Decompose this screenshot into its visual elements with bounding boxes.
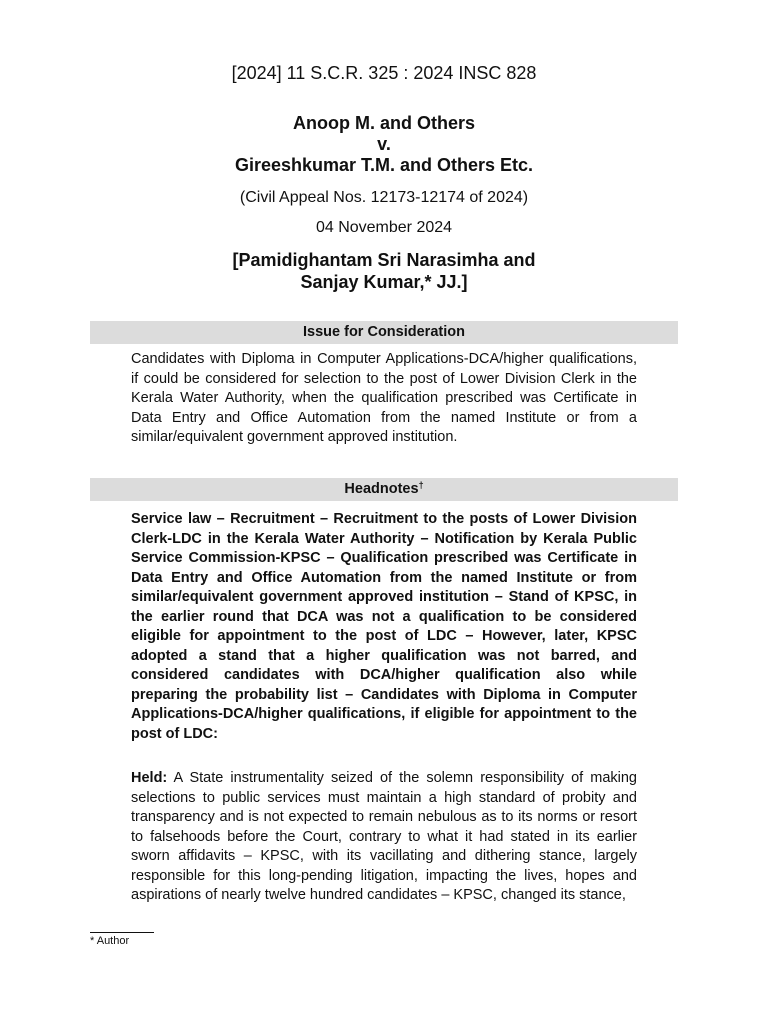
held-paragraph: [131, 769, 637, 906]
dagger-mark: †: [418, 480, 424, 490]
held-label: Held:: [131, 770, 168, 786]
versus-label: v.: [377, 134, 391, 154]
appeal-number: (Civil Appeal Nos. 12173-12174 of 2024): [239, 189, 529, 206]
headnote-summary: Service law – Recruitment – Recruitment to the posts of Lower Division Clerk-LDC in the Kerala Water Authority – Notification by Kerala Public Service Commission-KPSC – Qualification prescribed was Certificate in Data Entry and Office Automation from the named Institute or from similar/equivalent government approved institution – Stand of KPSC, in the earlier round that DCA was not a qualification to be considered eligible for appointment to the post of LDC – However, later, KPSC adopted a stand that a higher qualification was not barred, and considered candidates with DCA/higher qualification also while preparing the probability list – Candidates with Diploma in Computer Applications-DCA/higher qualifications, if eligible for appointment to the post of LDC:: [131, 511, 637, 742]
judgment-date: 04 November 2024: [315, 219, 453, 236]
headnotes-heading: Headnotes: [344, 481, 419, 497]
held-text: A State instrumentality seized of the solemn responsibility of making selections to public services must maintain a high standard of probity and transparency and is not expected to remain nebulous as to its norms or resort to falsehoods before the Court, contrary to what it had stated in its earlier sworn affidavits – KPSC, with its vacillating and dithering stance, largely responsible for this long-pending litigation, impacting the lives, hopes and aspirations of nearly twelve hundred candidates – KPSC, changed its stance,: [131, 770, 637, 903]
respondent-name: Gireeshkumar T.M. and Others Etc.: [234, 155, 534, 175]
headnotes-heading-bar: [90, 478, 678, 501]
issue-text: Candidates with Diploma in Computer Applications-DCA/higher qualifications, if could be considered for selection to the post of Lower Division Clerk in the Kerala Water Authority, when the qualification prescribed was Certificate in Data Entry and Office Automation from the named Institute or from a similar/equivalent government approved institution.: [131, 351, 637, 445]
case-citation: [2024] 11 S.C.R. 325 : 2024 INSC 828: [231, 63, 537, 83]
issue-heading-bar: [90, 321, 678, 344]
bench-judges: [0, 249, 768, 293]
footnote-divider: [90, 932, 154, 933]
bench-line-2: Sanjay Kumar,* JJ.]: [300, 272, 468, 292]
footnote-author: * Author: [90, 935, 130, 947]
case-parties: [0, 113, 768, 176]
appellant-name: Anoop M. and Others: [293, 113, 475, 133]
bench-line-1: [Pamidighantam Sri Narasimha and: [232, 250, 536, 270]
issue-heading: Issue for Consideration: [303, 324, 465, 340]
